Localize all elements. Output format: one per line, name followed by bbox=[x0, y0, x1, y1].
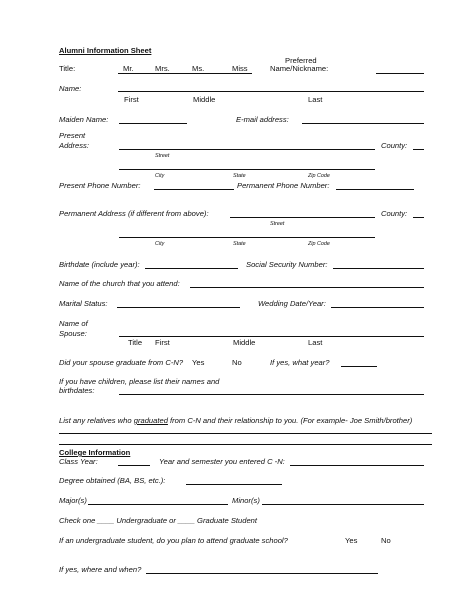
grad-school-yes[interactable]: Yes bbox=[345, 536, 358, 545]
majors-label: Major(s) bbox=[59, 496, 87, 505]
majors-field[interactable] bbox=[88, 504, 228, 505]
maiden-name-label: Maiden Name: bbox=[59, 115, 109, 124]
present-county-field[interactable] bbox=[413, 149, 424, 150]
present-address-label-1: Present bbox=[59, 131, 86, 140]
degree-label: Degree obtained (BA, BS, etc.): bbox=[59, 476, 166, 485]
present-address-label-2: Address: bbox=[59, 141, 89, 150]
section-title-alumni: Alumni Information Sheet bbox=[59, 46, 152, 55]
present-phone-field[interactable] bbox=[154, 189, 234, 190]
minors-field[interactable] bbox=[262, 504, 424, 505]
spouse-last-caption: Last bbox=[308, 338, 323, 347]
relatives-field-2[interactable] bbox=[59, 444, 432, 445]
permanent-phone-label: Permanent Phone Number: bbox=[237, 181, 330, 190]
spouse-name-field[interactable] bbox=[119, 336, 424, 337]
class-year-label: Class Year: bbox=[59, 457, 98, 466]
name-label: Name: bbox=[59, 84, 82, 93]
present-county-label: County: bbox=[381, 141, 408, 150]
grad-school-no[interactable]: No bbox=[381, 536, 391, 545]
children-label-1: If you have children, please list their names and bbox=[59, 377, 220, 386]
spouse-first-caption: First bbox=[155, 338, 170, 347]
class-year-field[interactable] bbox=[118, 465, 150, 466]
children-label-2: birthdates: bbox=[59, 386, 95, 395]
spouse-middle-caption: Middle bbox=[233, 338, 256, 347]
where-when-label: If yes, where and when? bbox=[59, 565, 142, 574]
minors-label: Minor(s) bbox=[232, 496, 260, 505]
children-field[interactable] bbox=[119, 394, 424, 395]
relatives-field-1[interactable] bbox=[59, 433, 432, 434]
name-first-caption: First bbox=[124, 95, 139, 104]
present-street-caption: Street bbox=[155, 153, 170, 159]
spouse-graduate-year-label: If yes, what year? bbox=[270, 358, 330, 367]
wedding-date-field[interactable] bbox=[331, 307, 424, 308]
name-last-caption: Last bbox=[308, 95, 323, 104]
present-state-caption: State bbox=[233, 173, 246, 179]
year-semester-field[interactable] bbox=[290, 465, 424, 466]
marital-status-label: Marital Status: bbox=[59, 299, 108, 308]
spouse-label-1: Name of bbox=[59, 319, 88, 328]
permanent-street-caption: Street bbox=[270, 221, 285, 227]
permanent-county-label: County: bbox=[381, 209, 408, 218]
title-miss[interactable]: Miss bbox=[232, 64, 248, 73]
present-phone-label: Present Phone Number: bbox=[59, 181, 141, 190]
permanent-street-field[interactable] bbox=[230, 217, 375, 218]
wedding-date-label: Wedding Date/Year: bbox=[258, 299, 326, 308]
birthdate-field[interactable] bbox=[145, 268, 238, 269]
present-zip-caption: Zip Code bbox=[308, 173, 330, 179]
permanent-city-caption: City bbox=[155, 241, 165, 247]
email-field[interactable] bbox=[302, 123, 424, 124]
year-semester-label: Year and semester you entered C -N: bbox=[159, 457, 285, 466]
church-label: Name of the church that you attend: bbox=[59, 279, 180, 288]
degree-field[interactable] bbox=[186, 484, 282, 485]
church-field[interactable] bbox=[190, 287, 424, 288]
check-one-label[interactable]: Check one ____ Undergraduate or ____ Graduate Student bbox=[59, 516, 258, 525]
nickname-label: Name/Nickname: bbox=[270, 64, 329, 73]
spouse-graduate-no[interactable]: No bbox=[232, 358, 242, 367]
spouse-graduate-question: Did your spouse graduate from C-N? bbox=[59, 358, 184, 367]
where-when-field[interactable] bbox=[146, 573, 378, 574]
name-field[interactable] bbox=[118, 91, 424, 92]
title-label: Title: bbox=[59, 64, 76, 73]
nickname-field[interactable] bbox=[376, 73, 424, 74]
spouse-label-2: Spouse: bbox=[59, 329, 87, 338]
ssn-field[interactable] bbox=[333, 268, 424, 269]
relatives-question: List any relatives who graduated from C-N and their relationship to you. (For example- Joe Smith/brother) bbox=[59, 416, 413, 425]
title-line[interactable] bbox=[118, 73, 252, 74]
present-street-field[interactable] bbox=[119, 149, 375, 150]
permanent-city-field[interactable] bbox=[119, 237, 375, 238]
present-city-caption: City bbox=[155, 173, 165, 179]
preferred-label: Preferred bbox=[285, 56, 317, 65]
spouse-graduate-yes[interactable]: Yes bbox=[192, 358, 205, 367]
spouse-graduate-year-field[interactable] bbox=[341, 366, 377, 367]
birthdate-label: Birthdate (include year): bbox=[59, 260, 140, 269]
name-middle-caption: Middle bbox=[193, 95, 216, 104]
section-title-college: College Information bbox=[59, 448, 131, 457]
permanent-county-field[interactable] bbox=[413, 217, 424, 218]
present-city-field[interactable] bbox=[119, 169, 375, 170]
spouse-title-caption: Title bbox=[128, 338, 143, 347]
permanent-address-label: Permanent Address (if different from above): bbox=[59, 209, 209, 218]
permanent-state-caption: State bbox=[233, 241, 246, 247]
permanent-phone-field[interactable] bbox=[336, 189, 414, 190]
email-label: E-mail address: bbox=[236, 115, 289, 124]
title-mrs[interactable]: Mrs. bbox=[155, 64, 170, 73]
permanent-zip-caption: Zip Code bbox=[308, 241, 330, 247]
grad-school-question: If an undergraduate student, do you plan to attend graduate school? bbox=[59, 536, 288, 545]
marital-status-field[interactable] bbox=[117, 307, 240, 308]
title-ms[interactable]: Ms. bbox=[192, 64, 205, 73]
maiden-name-field[interactable] bbox=[119, 123, 187, 124]
title-mr[interactable]: Mr. bbox=[123, 64, 134, 73]
ssn-label: Social Security Number: bbox=[246, 260, 328, 269]
